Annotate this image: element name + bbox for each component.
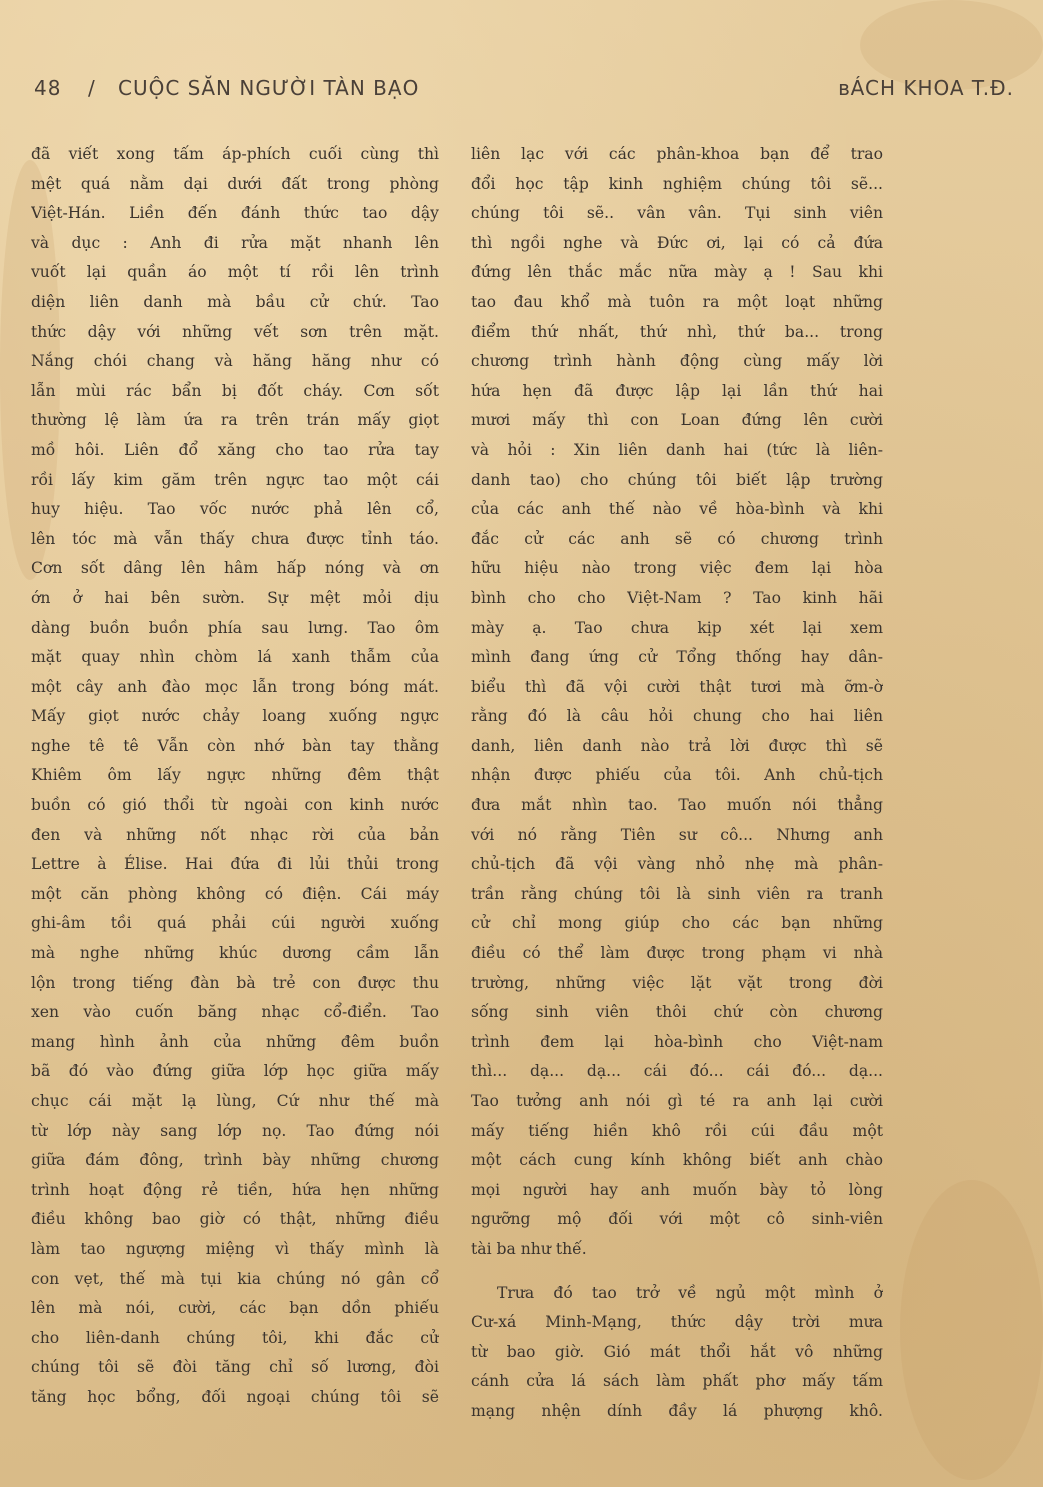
text-line: mọi người hay anh muốn bày tỏ lòng xyxy=(471,1180,883,1199)
text-line: một căn phòng không có điện. Cái máy xyxy=(31,884,439,903)
text-line: Cơn sốt dâng lên hâm hấp nóng và ơn xyxy=(31,559,439,578)
magazine-name: ʙÁCH KHOA T.Đ. xyxy=(838,76,1014,100)
text-line: trường, những việc lặt vặt trong đời xyxy=(471,973,883,992)
text-line: con vẹt, thế mà tụi kia chúng nó gân cổ xyxy=(31,1269,439,1288)
paper-stain xyxy=(900,1180,1043,1480)
text-line: cử chỉ mong giúp cho các bạn những xyxy=(471,914,883,933)
text-line: và dục : Anh đi rửa mặt nhanh lên xyxy=(31,233,439,252)
text-line: huy hiệu. Tao vốc nước phả lên cổ, xyxy=(31,500,439,519)
text-line: mà nghe những khúc dương cầm lẫn xyxy=(31,944,439,963)
text-line: cho liên-danh chúng tôi, khi đắc cử xyxy=(31,1328,439,1347)
text-line: ngưỡng mộ đối với một cô sinh-viên xyxy=(471,1210,883,1229)
right-column xyxy=(471,140,883,1427)
text-line: ghi-âm tồi quá phải cúi người xuống xyxy=(31,914,439,933)
text-line: của các anh thế nào về hòa-bình và khi xyxy=(471,500,883,519)
text-line: lên mà nói, cười, các bạn dồn phiếu xyxy=(31,1299,439,1318)
paragraph xyxy=(471,1279,883,1427)
text-line: chúng tôi sẽ đòi tăng chỉ số lương, đòi xyxy=(31,1358,439,1377)
text-line: đắc cử các anh sẽ có chương trình xyxy=(471,529,883,548)
text-line: Mấy giọt nước chảy loang xuống ngực xyxy=(31,707,439,726)
text-line: đã viết xong tấm áp-phích cuối cùng thì xyxy=(31,145,439,163)
text-line: liên lạc với các phân-khoa bạn để trao xyxy=(471,145,883,163)
text-line: tăng học bổng, đối ngoại chúng tôi sẽ xyxy=(31,1387,439,1406)
text-line: nhận được phiếu của tôi. Anh chủ-tịch xyxy=(471,766,883,785)
text-line: hứa hẹn đã được lập lại lần thứ hai xyxy=(471,381,883,400)
text-line: sống sinh viên thôi chứ còn chương xyxy=(471,1003,883,1022)
page-number: 48 xyxy=(34,76,62,100)
text-line: đưa mắt nhìn tao. Tao muốn nói thẳng xyxy=(471,796,883,815)
text-line: mặt quay nhìn chòm lá xanh thẫm của xyxy=(31,648,439,667)
text-line: Tao tưởng anh nói gì té ra anh lại cười xyxy=(471,1092,883,1110)
text-line: rằng đó là câu hỏi chung cho hai liên xyxy=(471,707,883,726)
text-line: chúng tôi sẽ.. vân vân. Tụi sinh viên xyxy=(471,204,883,223)
text-line: một cây anh đào mọc lẫn trong bóng mát. xyxy=(31,677,439,696)
text-line: mệt quá nằm dại dưới đất trong phòng xyxy=(31,174,439,193)
text-line: buồn có gió thổi từ ngoài con kinh nước xyxy=(31,796,439,815)
running-header xyxy=(34,76,1014,106)
text-line: rồi lấy kim găm trên ngực tao một cái xyxy=(31,470,439,489)
text-line: thì ngồi nghe và Đức ơi, lại có cả đứa xyxy=(471,233,883,252)
text-line: một cách cung kính không biết anh chào xyxy=(471,1151,883,1170)
text-line: biểu thì đã vội cười thật tươi mà ỡm-ờ xyxy=(471,677,883,696)
text-line: lộn trong tiếng đàn bà trẻ con được thu xyxy=(31,973,439,992)
text-line: lẫn mùi rác bẩn bị đốt cháy. Cơn sốt xyxy=(31,381,439,400)
text-line: chục cái mặt lạ lùng, Cứ như thế mà xyxy=(31,1092,439,1110)
text-line: Việt-Hán. Liền đến đánh thức tao dậy xyxy=(31,204,439,223)
text-line: hữu hiệu nào trong việc đem lại hòa xyxy=(471,559,883,578)
text-line: mươi mấy thì con Loan đứng lên cười xyxy=(471,411,883,430)
text-line: trình đem lại hòa-bình cho Việt-nam xyxy=(471,1032,883,1051)
text-line: mấy tiếng hiền khô rồi cúi đầu một xyxy=(471,1121,883,1140)
text-line: Trưa đó tao trở về ngủ một mình ở xyxy=(497,1283,883,1302)
paragraph xyxy=(471,140,883,1265)
text-line: mang hình ảnh của những đêm buồn xyxy=(31,1032,439,1051)
text-line: cánh cửa lá sách làm phất phơ mấy tấm xyxy=(471,1372,883,1391)
text-line: từ lớp này sang lớp nọ. Tao đứng nói xyxy=(31,1121,439,1140)
text-line: nghe tê tê Vẫn còn nhớ bàn tay thằng xyxy=(31,736,439,755)
text-line: trần rằng chúng tôi là sinh viên ra tranh xyxy=(471,884,883,903)
text-line: từ bao giờ. Gió mát thổi hắt vô những xyxy=(471,1342,883,1361)
text-line: mình đang ứng cử Tổng thống hay dân- xyxy=(471,648,883,667)
text-line: giữa đám đông, trình bày những chương xyxy=(31,1151,439,1170)
text-line: vuốt lại quần áo một tí rồi lên trình xyxy=(31,263,439,282)
text-line: đứng lên thắc mắc nữa mày ạ ! Sau khi xyxy=(471,263,883,282)
running-title: CUỘC SĂN NGƯỜI TÀN BẠO xyxy=(118,76,420,100)
text-line: mày ạ. Tao chưa kịp xét lại xem xyxy=(471,618,883,637)
text-line: ớn ở hai bên sườn. Sự mệt mỏi dịu xyxy=(31,588,439,607)
header-separator: / xyxy=(88,76,96,100)
text-line: mạng nhện dính đầy lá phượng khô. xyxy=(471,1401,883,1420)
text-line: bã đó vào đứng giữa lớp học giữa mấy xyxy=(31,1062,439,1081)
left-column xyxy=(31,140,439,1413)
text-line: đổi học tập kinh nghiệm chúng tôi sẽ... xyxy=(471,174,883,193)
text-line: và hỏi : Xin liên danh hai (tức là liên- xyxy=(471,440,883,459)
text-line: tao đau khổ mà tuôn ra một loạt những xyxy=(471,292,883,311)
text-line: dàng buồn buồn phía sau lưng. Tao ôm xyxy=(31,618,439,637)
text-line: Khiêm ôm lấy ngực những đêm thật xyxy=(31,766,439,785)
text-line: Cư-xá Minh-Mạng, thức dậy trời mưa xyxy=(471,1313,883,1332)
text-line: danh tao) cho chúng tôi biết lập trường xyxy=(471,470,883,489)
text-line: điều có thể làm được trong phạm vi nhà xyxy=(471,944,883,963)
text-line: đen và những nốt nhạc rời của bản xyxy=(31,825,439,844)
text-line: tài ba như thế. xyxy=(471,1239,587,1258)
text-line: chủ-tịch đã vội vàng nhỏ nhẹ mà phân- xyxy=(471,855,883,874)
text-line: điểm thứ nhất, thứ nhì, thứ ba... trong xyxy=(471,322,883,341)
text-line: bình cho cho Việt-Nam ? Tao kinh hãi xyxy=(471,588,883,607)
text-line: Lettre à Élise. Hai đứa đi lủi thủi trong xyxy=(31,855,439,874)
text-line: mồ hôi. Liên đổ xăng cho tao rửa tay xyxy=(31,440,439,459)
text-line: chương trình hành động cùng mấy lời xyxy=(471,352,883,371)
text-line: làm tao ngượng miệng vì thấy mình là xyxy=(31,1239,439,1258)
text-line: thì... dạ... dạ... cái đó... cái đó... dạ... xyxy=(471,1062,883,1081)
text-line: xen vào cuốn băng nhạc cổ-điển. Tao xyxy=(31,1003,439,1022)
text-line: diện liên danh mà bầu cử chứ. Tao xyxy=(31,292,439,311)
text-line: thức dậy với những vết sơn trên mặt. xyxy=(31,322,439,341)
text-line: điều không bao giờ có thật, những điều xyxy=(31,1210,439,1229)
paragraph-gap xyxy=(471,1265,883,1279)
text-line: lên tóc mà vẫn thấy chưa được tỉnh táo. xyxy=(31,529,439,548)
text-line: danh, liên danh nào trả lời được thì sẽ xyxy=(471,736,883,755)
text-line: Nắng chói chang và hăng hăng như có xyxy=(31,352,439,371)
text-line: trình hoạt động rẻ tiền, hứa hẹn những xyxy=(31,1180,439,1199)
text-line: thường lệ làm ứa ra trên trán mấy giọt xyxy=(31,411,439,430)
text-line: với nó rằng Tiên sư cô... Nhưng anh xyxy=(471,825,883,844)
